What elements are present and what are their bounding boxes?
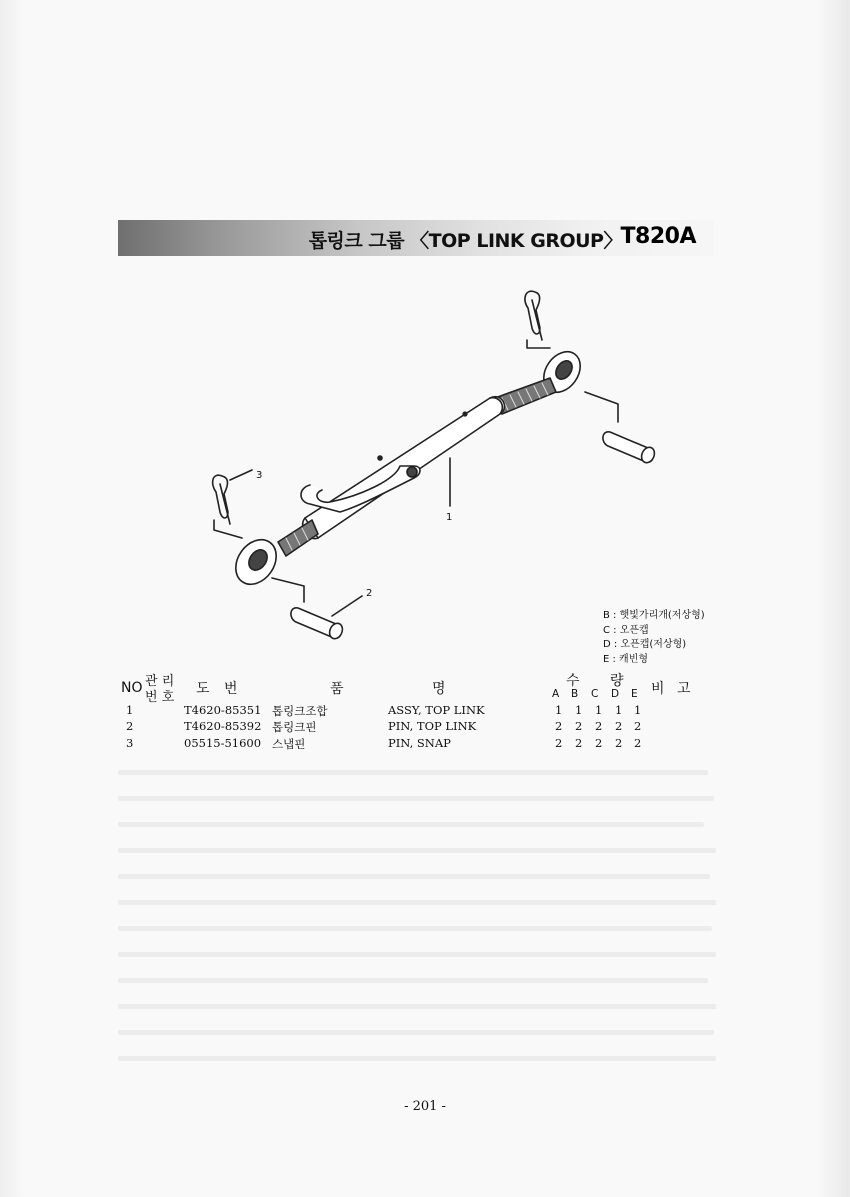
row-qty-e: 2: [634, 736, 642, 750]
legend-item-b: B : 햇빛가리개(저상형): [603, 610, 705, 621]
row-no: 2: [126, 719, 134, 733]
row-part-no: 05515-51600: [184, 736, 262, 750]
header-qty-group-c: C: [591, 688, 610, 700]
header-remarks: 비 고: [651, 681, 691, 697]
callout-3: 3: [256, 470, 263, 481]
row-qty-c: 1: [595, 703, 603, 717]
show-through-texture: [118, 760, 716, 1082]
row-qty-a: 2: [555, 736, 563, 750]
row-qty-a: 2: [555, 719, 563, 733]
row-name-ko: 스냅핀: [272, 737, 306, 751]
header-no: NO: [121, 680, 143, 696]
row-name-ko: 톱링크조합: [272, 704, 328, 718]
row-qty-c: 2: [595, 719, 603, 733]
row-name-en: PIN, SNAP: [388, 736, 451, 750]
row-qty-b: 1: [575, 703, 583, 717]
row-qty-c: 2: [595, 736, 603, 750]
row-qty-d: 1: [615, 703, 623, 717]
header-qty-group-e: E: [631, 688, 649, 700]
legend-item-c: C : 오픈캡: [603, 624, 649, 636]
row-qty-e: 2: [634, 719, 642, 733]
row-part-no: T4620-85392: [184, 719, 262, 733]
section-banner: [118, 220, 714, 256]
header-qty-group-a: A: [552, 688, 571, 700]
row-qty-b: 2: [575, 736, 583, 750]
header-qty-a: 수: [566, 673, 580, 689]
header-mgmt-top: 관 리: [145, 674, 175, 689]
model-code: T820A: [620, 224, 696, 249]
row-qty-b: 2: [575, 719, 583, 733]
row-name-en: ASSY, TOP LINK: [388, 703, 485, 717]
header-qty-group-d: D: [611, 688, 631, 700]
row-qty-d: 2: [615, 719, 623, 733]
row-name-en: PIN, TOP LINK: [388, 719, 477, 733]
snap-pin-left: [213, 475, 228, 518]
callout-2: 2: [366, 588, 373, 599]
row-qty-d: 2: [615, 736, 623, 750]
row-qty-a: 1: [555, 703, 563, 717]
legend-item-e: E : 캐빈형: [603, 653, 649, 665]
header-part-name-a: 품: [330, 681, 344, 697]
row-no: 1: [126, 703, 134, 717]
model-legend: [603, 609, 705, 667]
row-qty-e: 1: [634, 703, 642, 717]
legend-item-d: D : 오픈캡(저상형): [603, 639, 687, 650]
thread-left: [278, 520, 318, 556]
row-no: 3: [126, 736, 134, 750]
header-part-name-b: 명: [432, 681, 446, 697]
row-part-no: T4620-85351: [184, 703, 262, 717]
header-qty-group-b: B: [571, 688, 590, 700]
header-qty-b: 량: [610, 673, 624, 689]
snap-pin-upper: [525, 291, 540, 334]
page-number: - 201 -: [404, 1099, 446, 1114]
header-mgmt-bottom: 번 호: [145, 690, 175, 705]
section-title: 톱링크 그룹 〈TOP LINK GROUP〉: [308, 230, 622, 252]
top-link-exploded-drawing: [190, 280, 670, 660]
callout-1: 1: [446, 512, 453, 523]
row-name-ko: 톱링크핀: [272, 720, 317, 734]
header-drawing-no: 도 번: [196, 681, 238, 697]
